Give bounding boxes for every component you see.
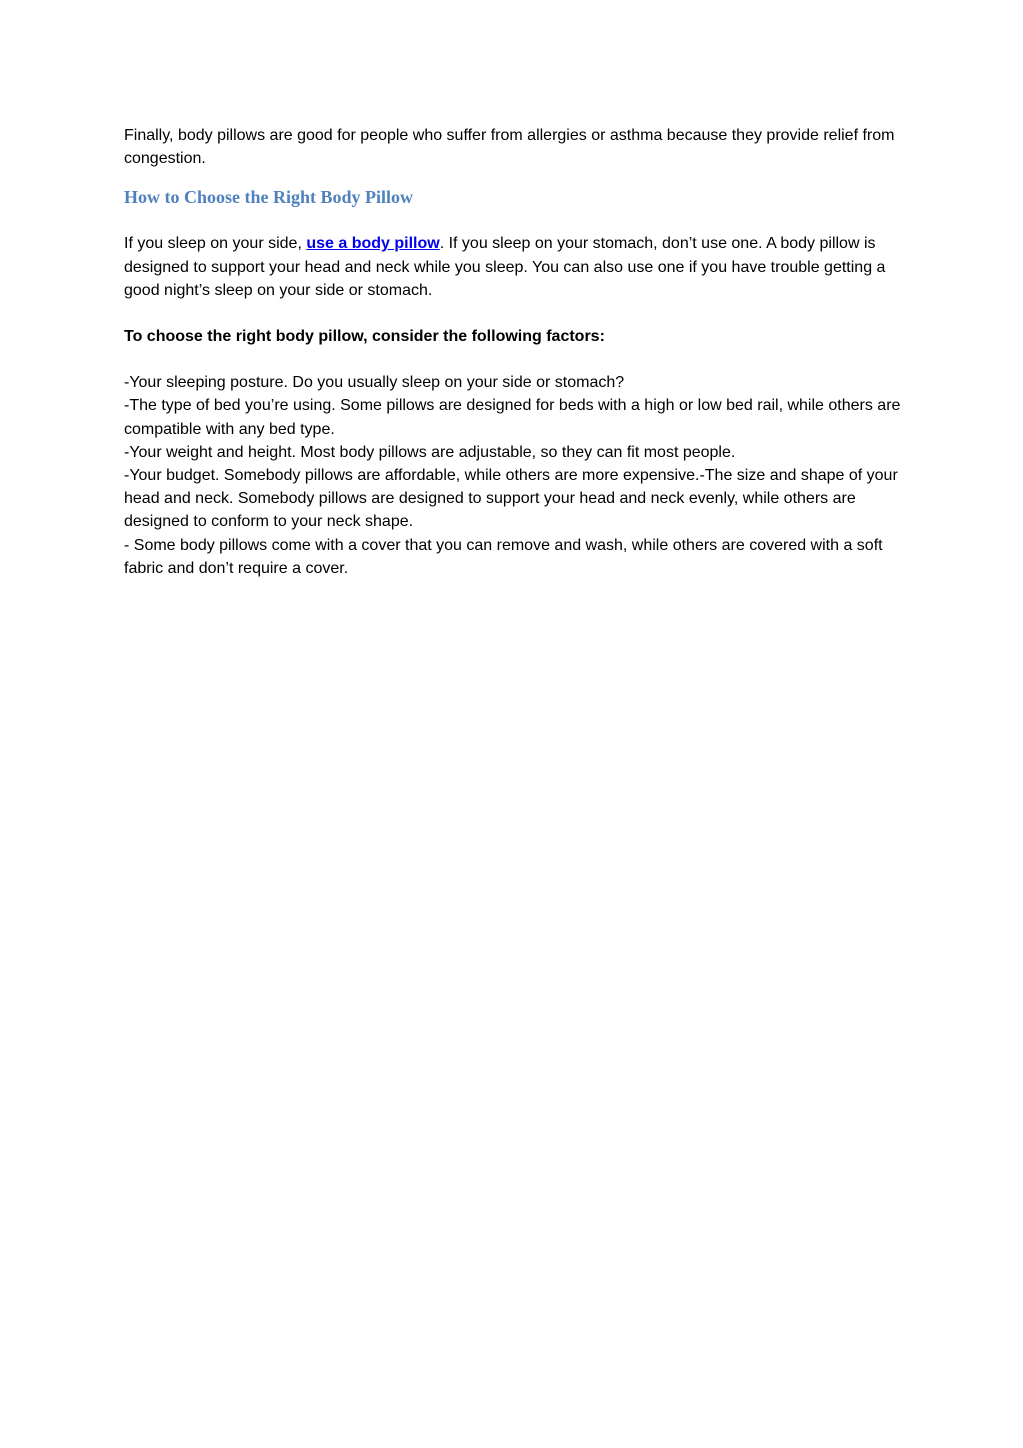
factor-item: -The type of bed you’re using. Some pillows are designed for beds with a high or low bed rail, while others are compatible with any bed type.: [124, 397, 901, 438]
side-para-text-before: If you sleep on your side,: [124, 235, 307, 253]
factor-item: - Some body pillows come with a cover that you can remove and wash, while others are covered with a soft fabric and don’t require a cover.: [124, 536, 883, 577]
side-sleep-paragraph: [124, 232, 904, 302]
factor-item: -Your budget. Somebody pillows are affordable, while others are more expensive.-The size and shape of your head and neck. Somebody pillows are designed to support your head and neck evenly, while others are designed to conform to your neck shape.: [124, 467, 898, 531]
section-heading: How to Choose the Right Body Pillow: [124, 187, 414, 208]
factor-item: -Your sleeping posture. Do you usually sleep on your side or stomach?: [124, 374, 625, 392]
document-page: [124, 124, 904, 580]
intro-paragraph: Finally, body pillows are good for people who suffer from allergies or asthma because they provide relief from congestion.: [124, 127, 895, 168]
side-para-text-after: . If you sleep on your stomach, don’t use one. A body pillow is designed to support your head and neck while you sleep. You can also use one if you have trouble getting a good night’s sleep on your side or stomach.: [124, 235, 886, 299]
factors-list: [124, 371, 904, 580]
body-pillow-link[interactable]: use a body pillow: [306, 235, 440, 253]
factor-item: -Your weight and height. Most body pillows are adjustable, so they can fit most people.: [124, 443, 736, 461]
factors-intro: To choose the right body pillow, consider the following factors:: [124, 328, 605, 346]
